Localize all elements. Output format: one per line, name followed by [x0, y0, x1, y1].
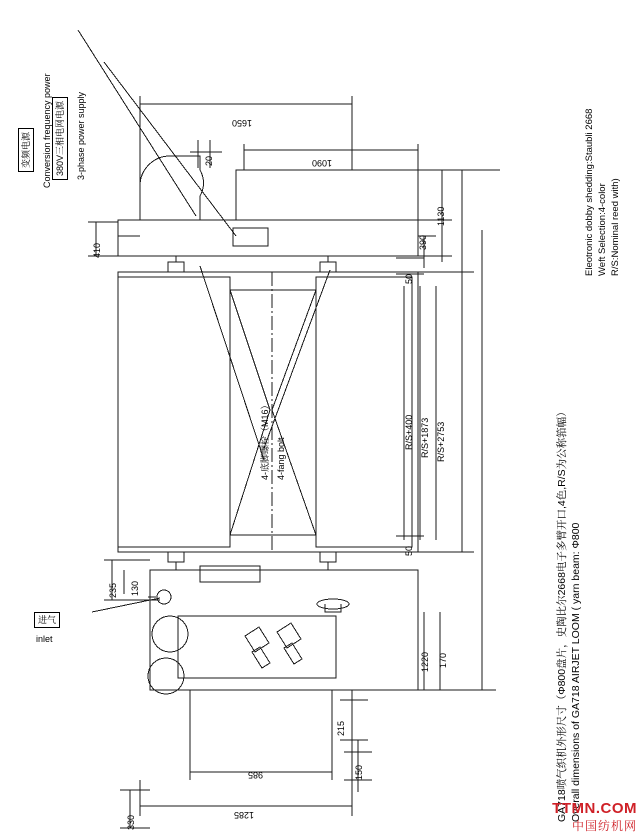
- dim-1650: 1650: [232, 118, 253, 128]
- dim-50-bottom: 50: [404, 545, 414, 556]
- spec-dobby: Eleotronic dobby shedding:Staubli 2668: [584, 108, 595, 276]
- dim-rs-400: R/S+400: [404, 414, 414, 450]
- dim-1285: 1285: [234, 810, 255, 820]
- caption-cn: GA718喷气织机外形尺寸（Φ800盘片，史陶比尔2668电子多臂开口,4色,R/S为公称筘幅）: [556, 406, 568, 822]
- dim-1130: 1130: [436, 206, 446, 226]
- callout-fang-bolt-en: 4-fang bolt: [276, 437, 286, 480]
- callout-conversion-frequency-power-cn: 变频电源: [18, 128, 34, 172]
- dim-rs-2753: R/S+2753: [436, 421, 446, 462]
- dim-410: 410: [92, 242, 102, 258]
- dim-170: 170: [438, 652, 448, 668]
- spec-reed-width: R/S:Nominal reed with): [610, 178, 621, 276]
- dim-130: 130: [130, 580, 140, 596]
- dim-50-top: 50: [404, 273, 414, 284]
- dim-235: 235: [108, 582, 118, 598]
- dim-rs-1873: R/S+1873: [420, 417, 430, 458]
- dim-1090: 1090: [312, 158, 333, 168]
- dim-985: 985: [248, 770, 264, 780]
- callout-inlet-cn: 进气: [34, 612, 60, 628]
- callout-fang-bolt-cn: 4-底脚螺栓（M16）: [260, 400, 270, 480]
- dim-150: 150: [354, 764, 364, 780]
- spec-weft-selection: Weft Selection:4-color: [597, 183, 608, 276]
- dim-20: 20: [204, 155, 214, 166]
- watermark: [552, 800, 637, 834]
- callout-inlet-en: inlet: [36, 634, 53, 644]
- dim-215: 215: [336, 720, 346, 736]
- callout-3phase-power-cn: 380V三相电网电源: [52, 97, 68, 180]
- watermark-line2: 中国纺机网: [571, 819, 637, 833]
- dim-330: 330: [126, 814, 136, 830]
- callout-conversion-frequency-power-en: Conversion frequency power: [42, 73, 52, 188]
- watermark-line1: TTMN.COM: [552, 800, 637, 817]
- dim-390: 390: [418, 234, 428, 250]
- dim-1220: 1220: [420, 651, 430, 672]
- callout-3phase-power-en: 3-phase power supply: [76, 91, 86, 180]
- caption-en: Overall dimensions of GA718 AIRJET LOOM ( yarn beam: Φ800: [570, 522, 582, 822]
